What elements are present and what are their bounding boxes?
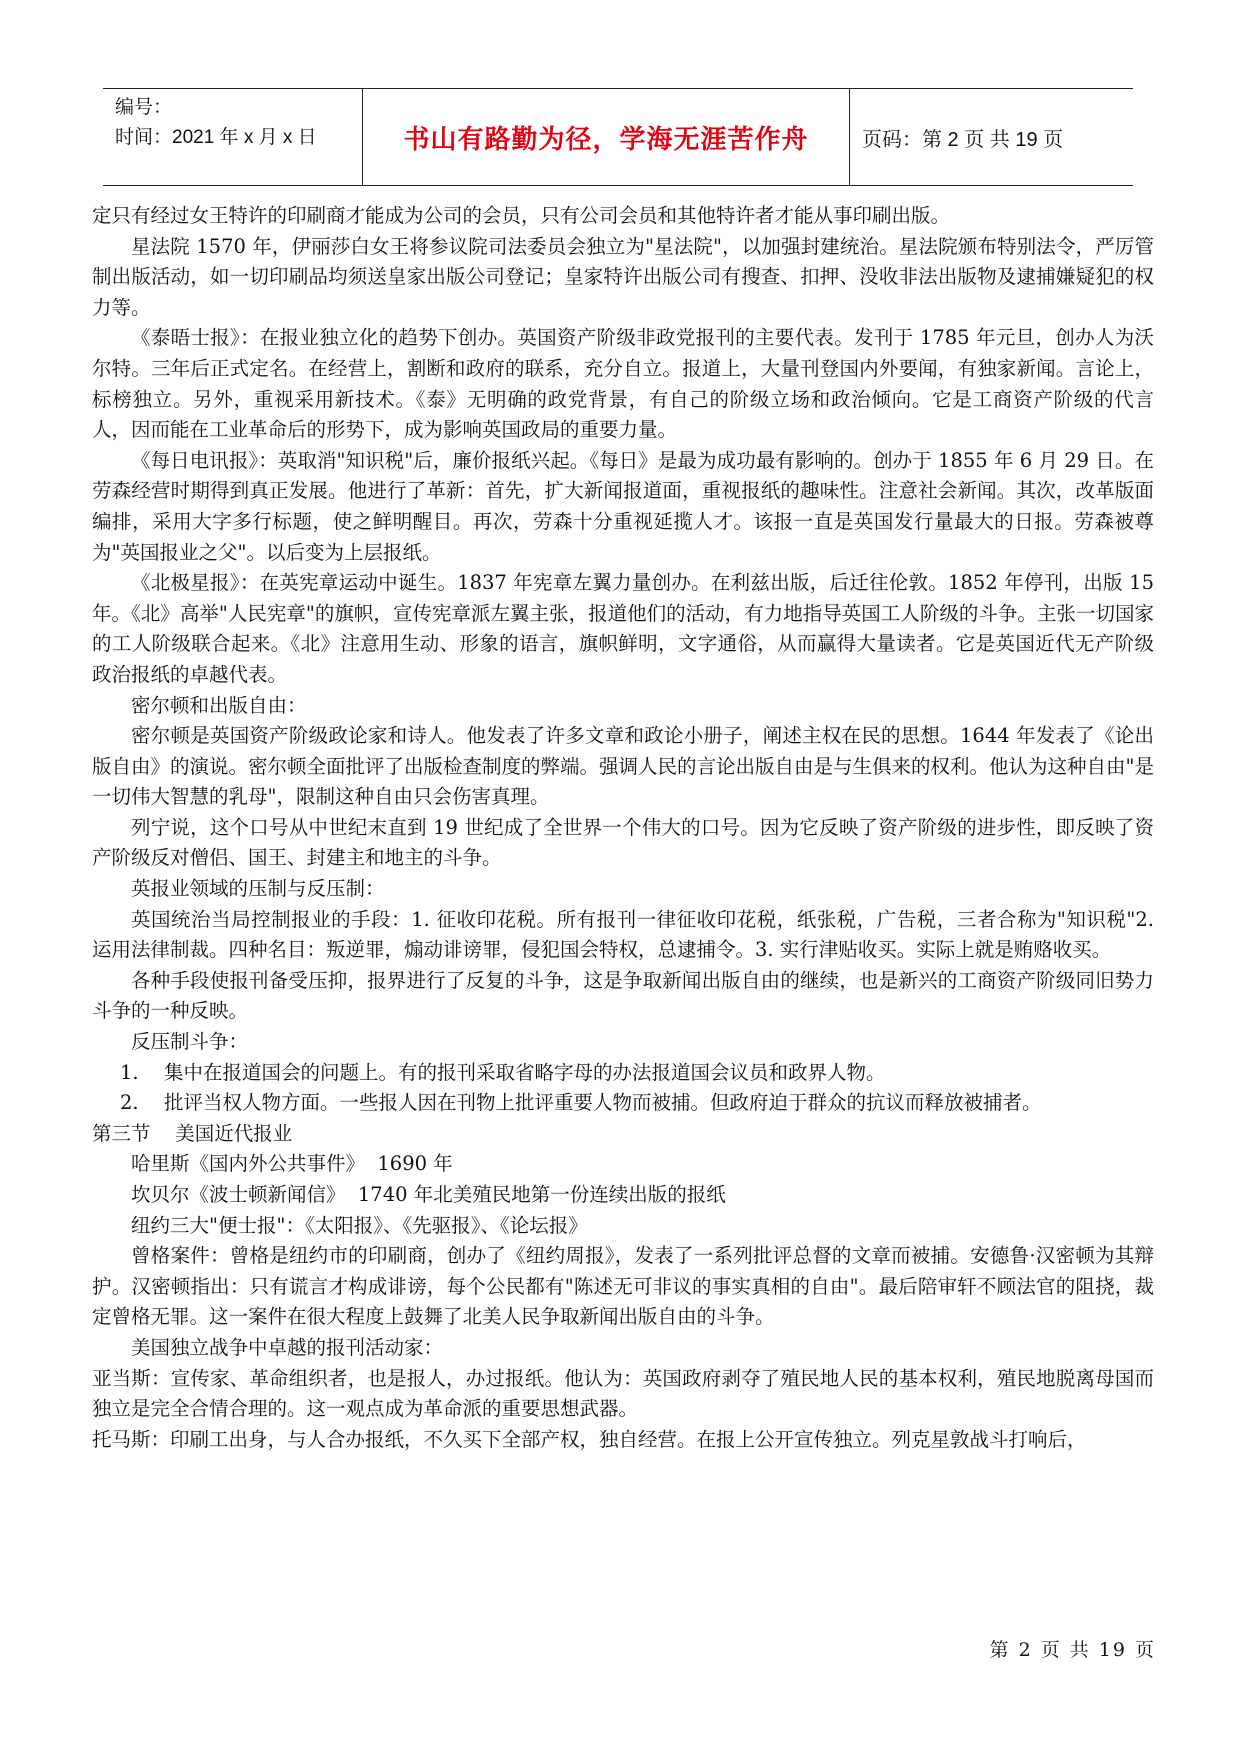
list-text: 集中在报道国会的问题上。有的报刊采取省略字母的办法报道国会议员和政界人物。 — [164, 1060, 886, 1084]
paragraph: 各种手段使报刊备受压抑，报界进行了反复的斗争，这是争取新闻出版自由的继续，也是新兴的工商资产阶级同旧势力斗争的一种反映。 — [92, 968, 1154, 1023]
paragraph: 《泰晤士报》：在报业独立化的趋势下创办。英国资产阶级非政党报刊的主要代表。发刊于 1785 年元旦，创办人为沃尔特。三年后正式定名。在经营上，割断和政府的联系，充分自立。报道上，大量刊登国内外要闻，有独家新闻。言论上，标榜独立。另外，重视采用新技术。《泰》无明确的政党背景，有自己的阶级立场和政治倾向。它是工商资产阶级的代言人，因而能在工业革命后的形势下，成为影响英国政局的重要力量。 — [92, 326, 1154, 442]
paragraph: 定只有经过女王特许的印刷商才能成为公司的会员，只有公司会员和其他特许者才能从事印刷出版。 — [92, 204, 951, 227]
paragraph: 亚当斯：宣传家、革命组织者，也是报人，办过报纸。他认为：英国政府剥夺了殖民地人民的基本权利，殖民地脱离母国而独立是完全合情合理的。这一观点成为革命派的重要思想武器。 — [92, 1366, 1154, 1421]
document-body — [92, 201, 1154, 1455]
paragraph: 《每日电讯报》：英取消"知识税"后，廉价报纸兴起。《每日》是最为成功最有影响的。创办于 1855 年 6 月 29 日。在劳森经营时期得到真正发展。他进行了革新：首先，扩大新闻报道面，重视报纸的趣味性。注意社会新闻。其次，改革版面编排，采用大字多行标题，使之鲜明醒目。再次，劳森十分重视延揽人才。该报一直是英国发行量最大的日报。劳森被尊为"英国报业之父"。以后变为上层报纸。 — [92, 448, 1154, 564]
list-text: 批评当权人物方面。一些报人因在刊物上批评重要人物而被捕。但政府迫于群众的抗议而释放被捕者。 — [164, 1091, 1042, 1115]
list-item — [92, 1058, 1154, 1089]
page-header — [103, 88, 1133, 186]
list-number: 2. — [120, 1091, 139, 1115]
number-label: 编号： — [115, 97, 173, 118]
paragraph: 列宁说，这个口号从中世纪末直到 19 世纪成了全世界一个伟大的口号。因为它反映了资产阶级的进步性，即反映了资产阶级反对僧侣、国王、封建主和地主的斗争。 — [92, 815, 1154, 870]
header-meta — [103, 89, 363, 185]
paragraph: 密尔顿和出版自由： — [131, 693, 307, 717]
paragraph: 托马斯：印刷工出身，与人合办报纸，不久买下全部产权，独自经营。在报上公开宣传独立。列克星敦战斗打响后， — [92, 1427, 1087, 1451]
paragraph: 坎贝尔《波士顿新闻信》 1740 年北美殖民地第一份连续出版的报纸 — [131, 1183, 726, 1206]
paragraph: 美国独立战争中卓越的报刊活动家： — [131, 1335, 444, 1359]
paragraph: 哈里斯《国内外公共事件》 1690 年 — [131, 1152, 453, 1176]
paragraph: 《北极星报》：在英宪章运动中诞生。1837 年宪章左翼力量创办。在利兹出版，后迁往伦敦。1852 年停刊，出版 15 年。《北》高举"人民宪章"的旗帜，宣传宪章派左翼主张，报道他们的活动，有力地指导英国工人阶级的斗争。主张一切国家的工人阶级联合起来。《北》注意用生动、形象的语言，旗帜鲜明，文字通俗，从而赢得大量读者。它是英国近代无产阶级政治报纸的卓越代表。 — [92, 571, 1154, 686]
header-page-code: 页码：第 2 页 共 19 页 — [862, 128, 1064, 151]
paragraph: 英报业领域的压制与反压制： — [131, 877, 385, 901]
paragraph: 曾格案件：曾格是纽约市的印刷商，创办了《纽约周报》，发表了一系列批评总督的文章而被捕。安德鲁·汉密顿为其辩护。汉密顿指出：只有谎言才构成诽谤，每个公民都有"陈述无可非议的事实真相的自由"。最后陪审轩不顾法官的阻挠，裁定曾格无罪。这一案件在很大程度上鼓舞了北美人民争取新闻出版自由的斗争。 — [92, 1244, 1154, 1329]
list-number: 1. — [120, 1060, 139, 1084]
paragraph: 密尔顿是英国资产阶级政论家和诗人。他发表了许多文章和政论小册子，阐述主权在民的思想。1644 年发表了《论出版自由》的演说。密尔顿全面批评了出版检查制度的弊端。强调人民的言论出版自由是与生俱来的权利。他认为这种自由"是一切伟大智慧的乳母"，限制这种自由只会伤害真理。 — [92, 724, 1154, 809]
time-label: 时间：2021 年 x 月 x 日 — [115, 127, 317, 148]
list-item — [92, 1088, 1154, 1119]
section-heading: 第三节 美国近代报业 — [92, 1121, 293, 1145]
header-motto: 书山有路勤为径，学海无涯苦作舟 — [363, 89, 850, 185]
paragraph: 反压制斗争： — [131, 1030, 249, 1054]
paragraph: 英国统治当局控制报业的手段：1. 征收印花税。所有报刊一律征收印花税，纸张税，广告税，三者合称为"知识税"2. 运用法律制裁。四种名目：叛逆罪，煽动诽谤罪，侵犯国会特权，总逮捕令。3. 实行津贴收买。实际上就是贿赂收买。 — [92, 907, 1154, 962]
page-footer: 第 2 页 共 19 页 — [989, 1639, 1156, 1661]
paragraph: 纽约三大"便士报"：《太阳报》、《先驱报》、《论坛报》 — [131, 1213, 588, 1237]
paragraph: 星法院 1570 年，伊丽莎白女王将参议院司法委员会独立为"星法院"，以加强封建统治。星法院颁布特别法令，严厉管制出版活动，如一切印刷品均须送皇家出版公司登记；皇家特许出版公司有搜查、扣押、没收非法出版物及逮捕嫌疑犯的权力等。 — [92, 234, 1154, 319]
